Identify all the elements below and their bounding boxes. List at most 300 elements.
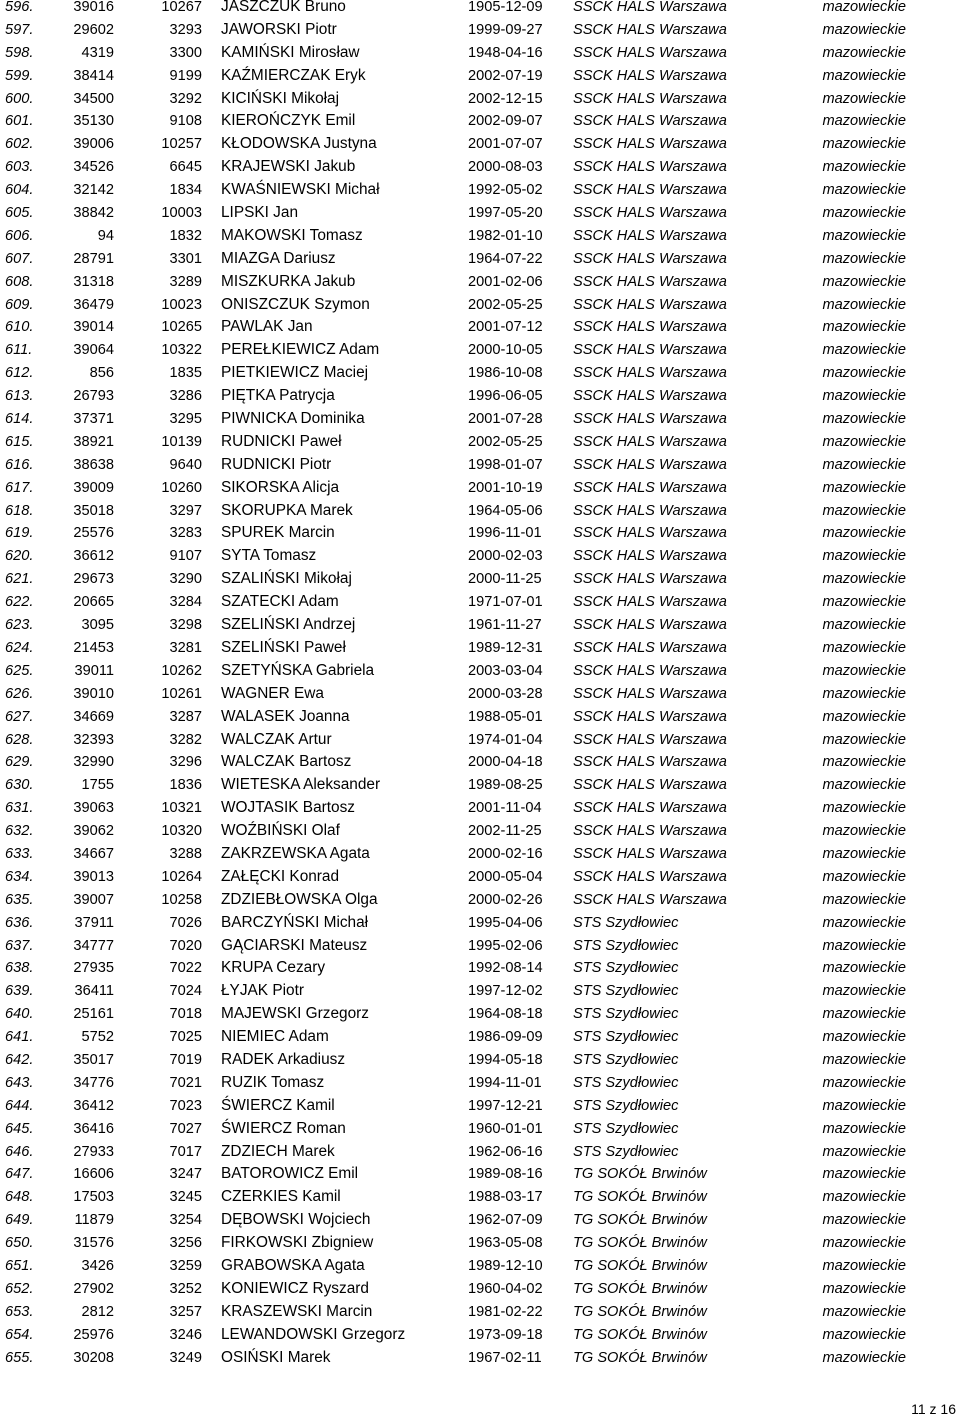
table-row [0, 707, 960, 733]
licence-number: 4319 [81, 44, 114, 61]
club-name: SSCK HALS Warszawa [573, 823, 727, 840]
player-id: 7026 [169, 914, 202, 931]
club-name: SSCK HALS Warszawa [573, 67, 727, 84]
player-id: 3259 [169, 1257, 202, 1274]
player-name: SPUREK Marcin [221, 524, 335, 542]
row-number: 651. [5, 1257, 34, 1274]
licence-number: 11879 [74, 1212, 114, 1229]
table-row [0, 890, 960, 916]
row-number: 617. [5, 479, 34, 496]
player-id: 10262 [161, 662, 202, 679]
row-number: 596. [5, 0, 34, 15]
player-id: 3257 [169, 1303, 202, 1320]
region-name: mazowieckie [822, 891, 906, 908]
birth-date: 1997-05-20 [468, 205, 543, 222]
player-name: ŚWIERCZ Kamil [221, 1096, 335, 1114]
table-row [0, 1256, 960, 1282]
table-row [0, 366, 960, 389]
row-number: 645. [5, 1120, 34, 1137]
birth-date: 1988-05-01 [468, 708, 543, 725]
region-name: mazowieckie [822, 1303, 906, 1320]
birth-date: 1962-06-16 [468, 1143, 543, 1160]
player-id: 3246 [169, 1326, 202, 1343]
row-number: 612. [5, 365, 34, 382]
player-name: KAMIŃSKI Mirosław [221, 43, 360, 61]
birth-date: 1964-08-18 [468, 1006, 543, 1023]
player-id: 3281 [169, 639, 202, 656]
club-name: SSCK HALS Warszawa [573, 0, 727, 15]
table-row [0, 1302, 960, 1328]
licence-number: 30208 [73, 1349, 114, 1366]
player-name: GRABOWSKA Agata [221, 1256, 365, 1274]
birth-date: 1962-07-09 [468, 1212, 543, 1229]
table-row [0, 295, 960, 321]
licence-number: 3426 [81, 1257, 114, 1274]
region-name: mazowieckie [822, 136, 906, 153]
region-name: mazowieckie [822, 754, 906, 771]
player-name: ŚWIERCZ Roman [221, 1119, 346, 1137]
player-id: 7022 [169, 960, 202, 977]
club-name: TG SOKÓŁ Brwinów [573, 1349, 707, 1366]
licence-number: 38842 [73, 205, 114, 222]
club-name: TG SOKÓŁ Brwinów [573, 1303, 707, 1320]
club-name: SSCK HALS Warszawa [573, 754, 727, 771]
table-row [0, 936, 960, 962]
club-name: SSCK HALS Warszawa [573, 639, 727, 656]
region-name: mazowieckie [822, 639, 906, 656]
row-number: 650. [5, 1235, 34, 1252]
birth-date: 1948-04-16 [468, 44, 543, 61]
region-name: mazowieckie [822, 777, 906, 794]
birth-date: 2000-10-05 [468, 342, 543, 359]
region-name: mazowieckie [822, 731, 906, 748]
licence-number: 32990 [73, 754, 114, 771]
club-name: SSCK HALS Warszawa [573, 571, 727, 588]
player-id: 3296 [169, 754, 202, 771]
club-name: SSCK HALS Warszawa [573, 319, 727, 336]
table-row [0, 226, 960, 252]
region-name: mazowieckie [822, 456, 906, 473]
club-name: TG SOKÓŁ Brwinów [573, 1257, 707, 1274]
region-name: mazowieckie [822, 1120, 906, 1137]
birth-date: 1989-12-31 [468, 639, 543, 656]
player-name: PIETKIEWICZ Maciej [221, 364, 369, 382]
player-name: KŁODOWSKA Justyna [221, 135, 377, 153]
region-name: mazowieckie [822, 1280, 906, 1297]
club-name: STS Szydłowiec [573, 937, 679, 954]
birth-date: 1994-11-01 [468, 1074, 542, 1091]
player-id: 10258 [161, 891, 202, 908]
licence-number: 38638 [73, 456, 114, 473]
player-name: WALASEK Joanna [221, 707, 350, 725]
player-name: GĄCIARSKI Mateusz [221, 936, 368, 954]
club-name: SSCK HALS Warszawa [573, 433, 727, 450]
player-id: 3300 [169, 44, 202, 61]
player-name: NIEMIEC Adam [221, 1028, 329, 1046]
row-number: 640. [5, 1006, 34, 1023]
licence-number: 32393 [73, 731, 114, 748]
club-name: SSCK HALS Warszawa [573, 845, 727, 862]
birth-date: 2000-11-25 [468, 571, 542, 588]
licence-number: 26793 [73, 388, 114, 405]
table-row [0, 432, 960, 458]
licence-number: 39010 [73, 685, 114, 702]
licence-number: 39013 [73, 868, 114, 885]
birth-date: 1960-01-01 [468, 1120, 543, 1137]
region-name: mazowieckie [822, 1326, 906, 1343]
birth-date: 1982-01-10 [468, 227, 543, 244]
player-id: 10139 [161, 433, 202, 450]
player-id: 3252 [169, 1280, 202, 1297]
player-name: SZELIŃSKI Andrzej [221, 616, 356, 634]
table-row [0, 343, 960, 366]
birth-date: 1995-04-06 [468, 914, 543, 931]
licence-number: 39062 [73, 823, 114, 840]
birth-date: 1986-09-09 [468, 1029, 543, 1046]
licence-number: 17503 [73, 1189, 114, 1206]
region-name: mazowieckie [822, 159, 906, 176]
row-number: 648. [5, 1189, 34, 1206]
table-row [0, 272, 960, 298]
table-row [0, 183, 960, 206]
player-name: JASZCZUK Bruno [221, 0, 346, 15]
birth-date: 1989-08-25 [468, 777, 543, 794]
region-name: mazowieckie [822, 319, 906, 336]
birth-date: 1997-12-02 [468, 983, 543, 1000]
region-name: mazowieckie [822, 1257, 906, 1274]
region-name: mazowieckie [822, 662, 906, 679]
player-id: 10264 [161, 868, 202, 885]
player-id: 1832 [169, 227, 202, 244]
row-number: 637. [5, 937, 34, 954]
row-number: 636. [5, 914, 34, 931]
player-id: 10265 [161, 319, 202, 336]
birth-date: 2002-09-07 [468, 113, 543, 130]
licence-number: 5752 [81, 1029, 114, 1046]
licence-number: 39016 [73, 0, 114, 15]
player-id: 1834 [169, 182, 202, 199]
row-number: 614. [5, 411, 34, 428]
licence-number: 36411 [74, 983, 114, 1000]
table-row [0, 867, 960, 893]
player-id: 7017 [169, 1143, 202, 1160]
row-number: 611. [5, 342, 33, 359]
player-name: BARCZYŃSKI Michał [221, 913, 369, 931]
table-row [0, 1096, 960, 1122]
row-number: 618. [5, 502, 34, 519]
player-id: 9199 [169, 67, 202, 84]
row-number: 605. [5, 205, 34, 222]
licence-number: 34526 [73, 159, 114, 176]
table-row [0, 320, 960, 343]
row-number: 643. [5, 1074, 34, 1091]
region-name: mazowieckie [822, 1189, 906, 1206]
birth-date: 2001-02-06 [468, 273, 543, 290]
licence-number: 37911 [74, 914, 114, 931]
club-name: SSCK HALS Warszawa [573, 342, 727, 359]
region-name: mazowieckie [822, 365, 906, 382]
row-number: 630. [5, 777, 34, 794]
player-name: KICIŃSKI Mikołaj [221, 89, 340, 107]
licence-number: 36412 [73, 1097, 114, 1114]
region-name: mazowieckie [822, 342, 906, 359]
player-id: 10321 [161, 800, 202, 817]
birth-date: 2001-07-28 [468, 411, 543, 428]
licence-number: 25976 [73, 1326, 114, 1343]
birth-date: 1963-05-08 [468, 1235, 543, 1252]
region-name: mazowieckie [822, 1006, 906, 1023]
club-name: SSCK HALS Warszawa [573, 800, 727, 817]
table-row [0, 89, 960, 115]
row-number: 654. [5, 1326, 34, 1343]
table-row [0, 913, 960, 939]
region-name: mazowieckie [822, 502, 906, 519]
player-name: PAWLAK Jan [221, 318, 313, 336]
club-name: SSCK HALS Warszawa [573, 868, 727, 885]
player-name: BATOROWICZ Emil [221, 1165, 359, 1183]
licence-number: 39007 [73, 891, 114, 908]
club-name: SSCK HALS Warszawa [573, 159, 727, 176]
licence-number: 2812 [81, 1303, 114, 1320]
licence-number: 27935 [73, 960, 114, 977]
row-number: 616. [5, 456, 34, 473]
birth-date: 1999-09-27 [468, 21, 543, 38]
player-id: 7025 [169, 1029, 202, 1046]
player-name: ONISZCZUK Szymon [221, 295, 370, 313]
player-id: 10322 [161, 342, 202, 359]
birth-date: 2003-03-04 [468, 662, 543, 679]
club-name: SSCK HALS Warszawa [573, 731, 727, 748]
row-number: 626. [5, 685, 34, 702]
region-name: mazowieckie [822, 868, 906, 885]
player-id: 1835 [169, 365, 202, 382]
licence-number: 31318 [73, 273, 114, 290]
row-number: 633. [5, 845, 34, 862]
player-id: 10003 [161, 205, 202, 222]
player-id: 3288 [169, 845, 202, 862]
region-name: mazowieckie [822, 548, 906, 565]
birth-date: 1961-11-27 [468, 617, 542, 634]
region-name: mazowieckie [822, 937, 906, 954]
table-row [0, 1073, 960, 1099]
club-name: SSCK HALS Warszawa [573, 273, 727, 290]
row-number: 606. [5, 227, 34, 244]
player-name: ZAKRZEWSKA Agata [221, 844, 370, 862]
birth-date: 2000-05-04 [468, 868, 543, 885]
player-id: 7020 [169, 937, 202, 954]
player-id: 9108 [169, 113, 202, 130]
player-name: OSIŃSKI Marek [221, 1348, 331, 1366]
table-row [0, 0, 960, 23]
player-id: 3298 [169, 617, 202, 634]
row-number: 609. [5, 296, 34, 313]
row-number: 621. [5, 571, 34, 588]
club-name: SSCK HALS Warszawa [573, 388, 727, 405]
player-name: MAJEWSKI Grzegorz [221, 1005, 369, 1023]
club-name: SSCK HALS Warszawa [573, 594, 727, 611]
table-row [0, 730, 960, 756]
player-name: WIETESKA Aleksander [221, 776, 381, 794]
licence-number: 34669 [73, 708, 114, 725]
licence-number: 28791 [73, 250, 114, 267]
licence-number: 39006 [73, 136, 114, 153]
row-number: 608. [5, 273, 34, 290]
table-row [0, 1142, 960, 1168]
region-name: mazowieckie [822, 411, 906, 428]
row-number: 600. [5, 90, 34, 107]
table-row [0, 549, 960, 572]
region-name: mazowieckie [822, 1051, 906, 1068]
licence-number: 27933 [73, 1143, 114, 1160]
licence-number: 25576 [73, 525, 114, 542]
club-name: SSCK HALS Warszawa [573, 525, 727, 542]
player-name: WOJTASIK Bartosz [221, 799, 355, 817]
row-number: 642. [5, 1051, 34, 1068]
player-name: WALCZAK Artur [221, 730, 332, 748]
club-name: SSCK HALS Warszawa [573, 708, 727, 725]
table-row [0, 1007, 960, 1030]
player-id: 10261 [161, 685, 202, 702]
row-number: 598. [5, 44, 34, 61]
table-row [0, 1167, 960, 1190]
club-name: SSCK HALS Warszawa [573, 90, 727, 107]
table-row [0, 778, 960, 801]
table-row [0, 160, 960, 183]
player-name: SZALIŃSKI Mikołaj [221, 570, 352, 588]
birth-date: 1964-05-06 [468, 502, 543, 519]
table-row [0, 684, 960, 710]
player-name: ZAŁĘCKI Konrad [221, 867, 340, 885]
player-name: MAKOWSKI Tomasz [221, 226, 363, 244]
licence-number: 29602 [73, 21, 114, 38]
player-id: 3301 [169, 250, 202, 267]
club-name: SSCK HALS Warszawa [573, 617, 727, 634]
table-row [0, 595, 960, 618]
birth-date: 1995-02-06 [468, 937, 543, 954]
player-id: 3254 [169, 1212, 202, 1229]
player-name: SZATECKI Adam [221, 593, 339, 611]
player-id: 9107 [169, 548, 202, 565]
table-row [0, 206, 960, 229]
birth-date: 2000-08-03 [468, 159, 543, 176]
player-name: PIWNICKA Dominika [221, 410, 365, 428]
licence-number: 1755 [81, 777, 114, 794]
region-name: mazowieckie [822, 250, 906, 267]
region-name: mazowieckie [822, 1074, 906, 1091]
region-name: mazowieckie [822, 845, 906, 862]
region-name: mazowieckie [822, 1143, 906, 1160]
row-number: 652. [5, 1280, 34, 1297]
table-row [0, 412, 960, 435]
licence-number: 35130 [73, 113, 114, 130]
club-name: STS Szydłowiec [573, 1143, 679, 1160]
player-id: 10260 [161, 479, 202, 496]
row-number: 625. [5, 662, 34, 679]
table-row [0, 638, 960, 664]
birth-date: 2000-03-28 [468, 685, 543, 702]
club-name: SSCK HALS Warszawa [573, 685, 727, 702]
club-name: SSCK HALS Warszawa [573, 891, 727, 908]
player-name: KRASZEWSKI Marcin [221, 1302, 373, 1320]
club-name: TG SOKÓŁ Brwinów [573, 1166, 707, 1183]
club-name: TG SOKÓŁ Brwinów [573, 1280, 707, 1297]
player-name: KAŹMIERCZAK Eryk [221, 66, 366, 84]
birth-date: 1905-12-09 [468, 0, 543, 15]
birth-date: 2001-07-07 [468, 136, 543, 153]
licence-number: 35017 [73, 1051, 114, 1068]
licence-number: 3095 [81, 617, 114, 634]
table-row [0, 1030, 960, 1053]
row-number: 644. [5, 1097, 34, 1114]
row-number: 624. [5, 639, 34, 656]
player-id: 3290 [169, 571, 202, 588]
region-name: mazowieckie [822, 960, 906, 977]
row-number: 634. [5, 868, 34, 885]
birth-date: 1996-11-01 [468, 525, 542, 542]
player-name: ZDZIECH Marek [221, 1142, 335, 1160]
row-number: 632. [5, 823, 34, 840]
birth-date: 1974-01-04 [468, 731, 543, 748]
player-name: LEWANDOWSKI Grzegorz [221, 1325, 406, 1343]
table-row [0, 1190, 960, 1213]
licence-number: 36479 [73, 296, 114, 313]
club-name: STS Szydłowiec [573, 1051, 679, 1068]
table-row [0, 801, 960, 824]
birth-date: 2002-07-19 [468, 67, 543, 84]
row-number: 655. [5, 1349, 34, 1366]
row-number: 653. [5, 1303, 34, 1320]
licence-number: 34777 [73, 937, 114, 954]
licence-number: 16606 [73, 1166, 114, 1183]
club-name: TG SOKÓŁ Brwinów [573, 1212, 707, 1229]
licence-number: 29673 [73, 571, 114, 588]
player-id: 1836 [169, 777, 202, 794]
table-row [0, 249, 960, 275]
licence-number: 34776 [73, 1074, 114, 1091]
club-name: SSCK HALS Warszawa [573, 548, 727, 565]
row-number: 641. [5, 1029, 34, 1046]
page-number: 11 z 16 [911, 1401, 956, 1417]
player-id: 3286 [169, 388, 202, 405]
table-row [0, 526, 960, 549]
birth-date: 2002-05-25 [468, 296, 543, 313]
table-row [0, 137, 960, 160]
player-id: 10320 [161, 823, 202, 840]
player-name: KIEROŃCZYK Emil [221, 112, 356, 130]
player-name: RUDNICKI Paweł [221, 432, 342, 450]
region-name: mazowieckie [822, 823, 906, 840]
row-number: 610. [5, 319, 34, 336]
birth-date: 1971-07-01 [468, 594, 543, 611]
club-name: SSCK HALS Warszawa [573, 21, 727, 38]
club-name: STS Szydłowiec [573, 1029, 679, 1046]
row-number: 649. [5, 1212, 34, 1229]
player-id: 3287 [169, 708, 202, 725]
player-name: WAGNER Ewa [221, 684, 324, 702]
licence-number: 39011 [74, 662, 114, 679]
licence-number: 25161 [73, 1006, 114, 1023]
licence-number: 39009 [73, 479, 114, 496]
birth-date: 2002-12-15 [468, 90, 543, 107]
club-name: STS Szydłowiec [573, 914, 679, 931]
player-name: SZETYŃSKA Gabriela [221, 661, 375, 679]
table-row [0, 501, 960, 527]
birth-date: 1960-04-02 [468, 1280, 543, 1297]
birth-date: 2002-05-25 [468, 433, 543, 450]
club-name: SSCK HALS Warszawa [573, 456, 727, 473]
player-name: MIAZGA Dariusz [221, 249, 336, 267]
birth-date: 1992-05-02 [468, 182, 543, 199]
